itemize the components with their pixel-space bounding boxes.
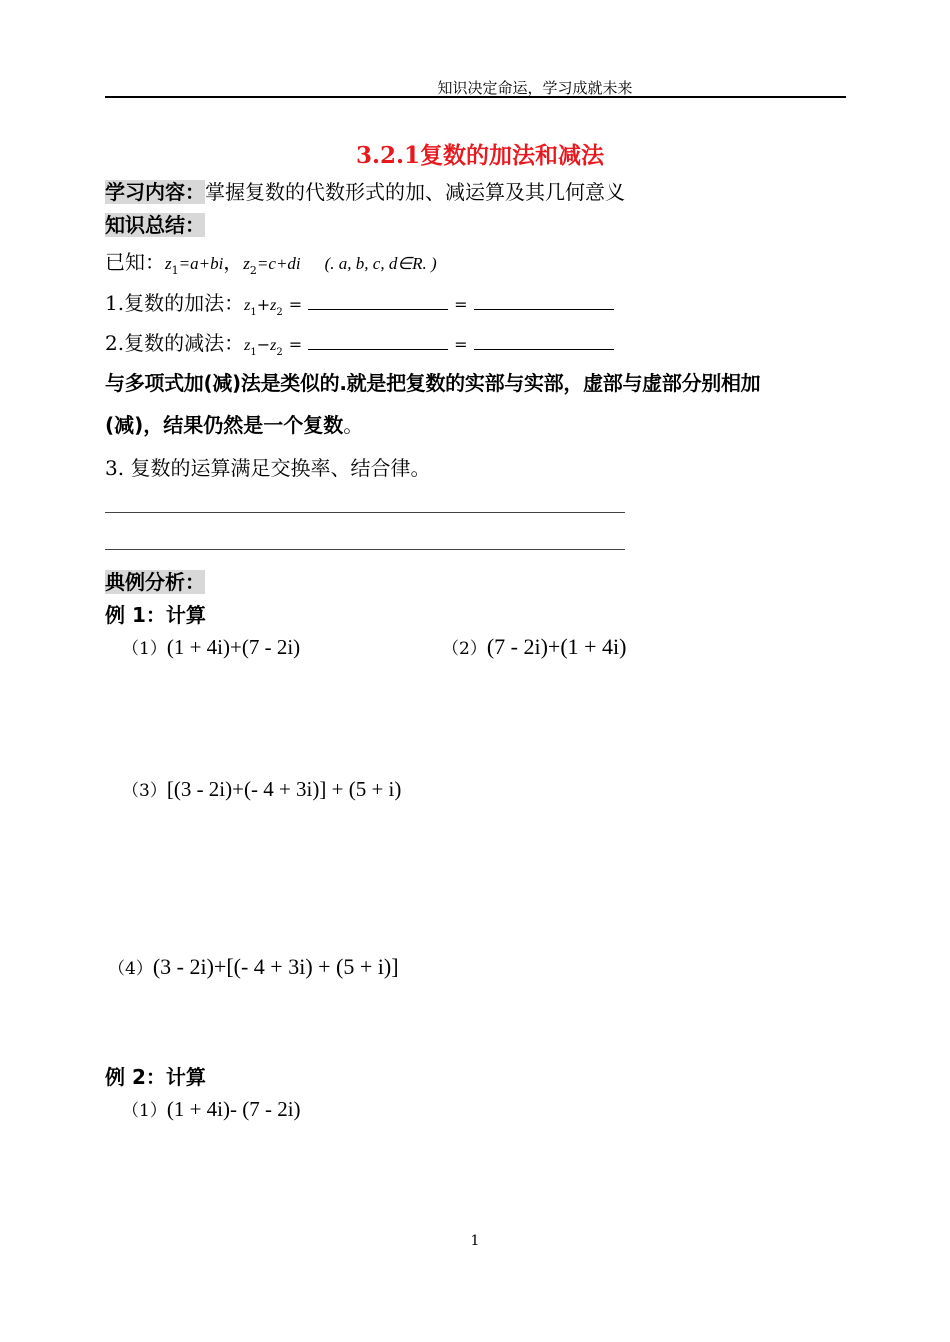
example-1-title bbox=[105, 599, 206, 628]
known-sep: ， bbox=[223, 250, 244, 274]
example-2-title-text: 例 2：计算 bbox=[105, 1065, 206, 1089]
known-z2-sub: 2 bbox=[249, 264, 257, 277]
subtraction-z1: z bbox=[244, 337, 251, 354]
example-2-title bbox=[105, 1061, 206, 1090]
subtraction-blank-1[interactable] bbox=[308, 331, 448, 350]
note-line-2 bbox=[105, 409, 363, 438]
example-1-item-1 bbox=[122, 634, 300, 660]
note-line-1: 与多项式加(减)法是类似的.就是把复数的实部与实部，虚部与虚部分别相加 bbox=[105, 371, 761, 395]
example-1-item-3-expr: [(3 - 2i)+(- 4 + 3i)] + (5 + i) bbox=[166, 777, 402, 801]
subtraction-op: − bbox=[256, 335, 271, 354]
subtraction-rule-line bbox=[105, 327, 620, 358]
subtraction-blank-2[interactable] bbox=[474, 331, 614, 350]
example-2-item-1 bbox=[122, 1096, 301, 1122]
addition-eq: = bbox=[288, 295, 303, 314]
note-line-2-end: 。 bbox=[343, 413, 364, 437]
example-1-item-4-label: （4） bbox=[108, 959, 153, 979]
addition-blank-2[interactable] bbox=[474, 291, 614, 310]
subtraction-rule-label: 2.复数的减法： bbox=[105, 331, 245, 355]
knowledge-summary-label: 知识总结： bbox=[105, 213, 205, 237]
addition-op: + bbox=[256, 295, 271, 314]
law-line: 3. 复数的运算满足交换率、结合律。 bbox=[105, 456, 431, 480]
addition-z2: z bbox=[270, 297, 277, 314]
known-z2: z bbox=[243, 254, 250, 273]
knowledge-summary-line bbox=[105, 209, 205, 238]
known-z1-sub: 1 bbox=[171, 264, 179, 277]
example-1-item-3-label: （3） bbox=[122, 781, 167, 801]
known-z1-eq: =a+bi bbox=[178, 254, 224, 273]
answer-line-2[interactable] bbox=[105, 549, 625, 550]
known-z2-eq: =c+di bbox=[256, 254, 301, 273]
example-1-item-2 bbox=[442, 634, 627, 660]
subtraction-z2: z bbox=[270, 337, 277, 354]
example-1-item-1-expr: (1 + 4i)+(7 - 2i) bbox=[166, 635, 301, 659]
answer-line-1[interactable] bbox=[105, 512, 625, 513]
learning-content-label: 学习内容： bbox=[105, 180, 205, 204]
learning-content-text: 掌握复数的代数形式的加、减运算及其几何意义 bbox=[205, 180, 625, 204]
example-1-item-1-label: （1） bbox=[122, 639, 167, 659]
example-1-item-4-expr: (3 - 2i)+[(- 4 + 3i) + (5 + i)] bbox=[152, 954, 399, 979]
header-divider bbox=[105, 96, 846, 98]
page-title: 3.2.1复数的加法和减法 bbox=[355, 142, 605, 169]
subtraction-eq2: = bbox=[454, 335, 468, 354]
known-prefix: 已知： bbox=[105, 250, 165, 274]
known-z1: z bbox=[165, 254, 172, 273]
known-line bbox=[105, 246, 437, 277]
analysis-line bbox=[105, 566, 205, 595]
example-1-item-2-expr: (7 - 2i)+(1 + 4i) bbox=[486, 634, 627, 659]
example-1-item-3 bbox=[122, 776, 401, 802]
learning-content-line bbox=[105, 176, 625, 205]
example-1-item-4 bbox=[108, 954, 399, 980]
addition-blank-1[interactable] bbox=[308, 291, 448, 310]
example-2-item-1-expr: (1 + 4i)- (7 - 2i) bbox=[166, 1097, 301, 1121]
header-motto: 知识决定命运，学习成就未来 bbox=[437, 79, 633, 97]
page-number: 1 bbox=[470, 1233, 480, 1249]
example-1-title-text: 例 1：计算 bbox=[105, 603, 206, 627]
subtraction-z1-sub: 1 bbox=[250, 347, 257, 358]
example-1-item-2-label: （2） bbox=[442, 639, 487, 659]
addition-z1-sub: 1 bbox=[250, 307, 257, 318]
subtraction-z2-sub: 2 bbox=[276, 347, 283, 358]
addition-z2-sub: 2 bbox=[276, 307, 283, 318]
addition-z1: z bbox=[244, 297, 251, 314]
note-line-2-text: (减)，结果仍然是一个复数 bbox=[105, 413, 344, 437]
analysis-label: 典例分析： bbox=[105, 570, 205, 594]
addition-eq2: = bbox=[454, 295, 468, 314]
addition-rule-line bbox=[105, 287, 620, 318]
known-condition: (. a, b, c, d∈R. ) bbox=[324, 254, 437, 273]
example-2-item-1-label: （1） bbox=[122, 1101, 167, 1121]
addition-rule-label: 1.复数的加法： bbox=[105, 291, 245, 315]
subtraction-eq: = bbox=[288, 335, 303, 354]
